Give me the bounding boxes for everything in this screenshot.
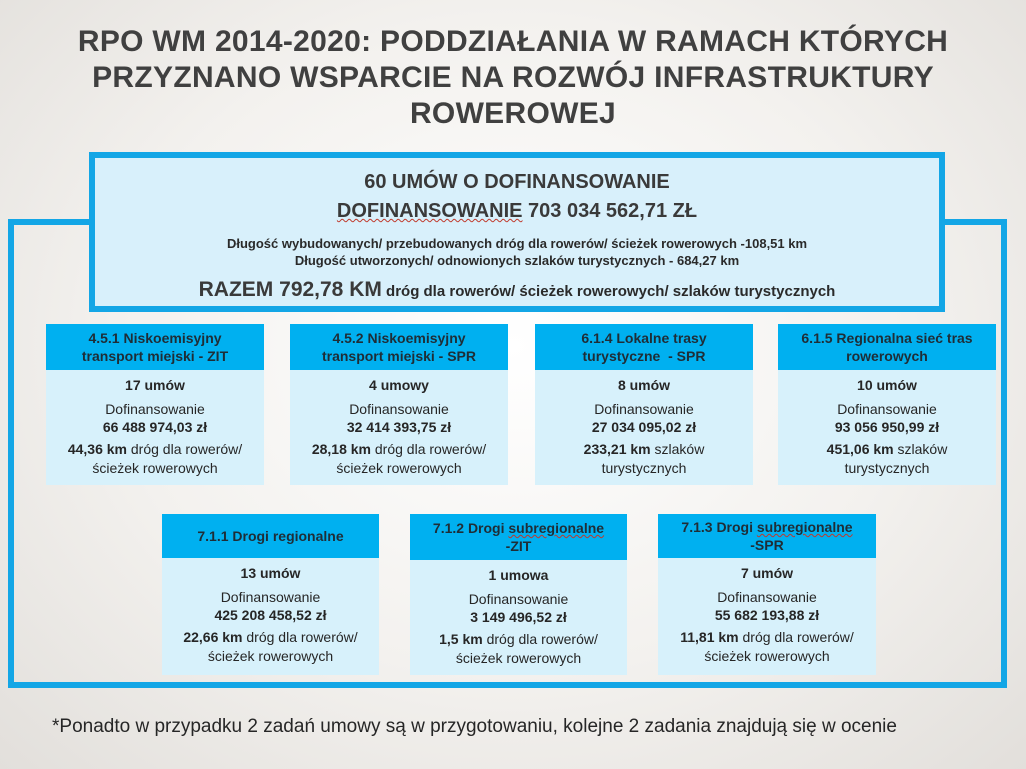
summary-total-value: RAZEM 792,78 KM: [198, 278, 382, 301]
card-header-line-2: transport miejski - ZIT: [81, 348, 229, 364]
card-length: [535, 440, 753, 478]
card-body: [658, 558, 876, 675]
card-length-value: 233,21 km: [583, 441, 651, 457]
card-count: 17 umów: [125, 377, 185, 393]
card-funding-amount: 27 034 095,02 zł: [591, 419, 697, 435]
card-body: [46, 370, 264, 485]
card-length-value: 28,18 km: [311, 441, 371, 457]
card-funding-amount: 3 149 496,52 zł: [470, 609, 567, 625]
card-length-text-1: szlaków: [654, 441, 705, 457]
title-line-3: ROWEROWEJ: [409, 97, 617, 130]
card-length-text-1: dróg dla rowerów/: [486, 631, 598, 647]
card-length-text-1: dróg dla rowerów/: [374, 441, 487, 457]
summary-total: [95, 278, 939, 302]
card-header: [290, 324, 508, 370]
card-header-line-1: 4.5.2 Niskoemisyjny: [332, 330, 466, 346]
card-header-line-1: 6.1.5 Regionalna sieć tras: [801, 330, 973, 346]
card-header-line-2: -ZIT: [505, 538, 532, 554]
card-funding-label: Dofinansowanie: [349, 401, 449, 417]
card-4-5-2: [290, 324, 508, 485]
card-4-5-1: [46, 324, 264, 485]
card-length-text-1: dróg dla rowerów/: [246, 629, 358, 645]
card-count: 13 umów: [240, 565, 301, 581]
card-funding-amount: 55 682 193,88 zł: [714, 607, 820, 623]
card-length: [778, 440, 996, 478]
card-funding-label: Dofinansowanie: [717, 589, 817, 605]
card-funding-label: Dofinansowanie: [468, 591, 569, 607]
card-length-value: 451,06 km: [826, 441, 894, 457]
card-count: 8 umów: [617, 377, 671, 393]
card-header: [46, 324, 264, 370]
card-header-line-1a: 7.1.3 Drogi: [681, 519, 757, 535]
summary-funding: [95, 200, 939, 223]
card-7-1-3: [658, 514, 876, 675]
card-length-text-1: szlaków: [897, 441, 948, 457]
card-length: [410, 630, 627, 668]
card-length-text-2: ścieżek rowerowych: [455, 650, 582, 666]
card-header-line-1b: subregionalne: [756, 519, 853, 535]
summary-funding-label: DOFINANSOWANIE: [336, 200, 523, 222]
card-body: [290, 370, 508, 485]
card-count: 1 umowa: [488, 567, 549, 583]
card-funding-label: Dofinansowanie: [594, 401, 694, 417]
summary-box: [89, 152, 945, 312]
card-7-1-2: [410, 514, 627, 675]
card-7-1-1: [162, 514, 379, 675]
card-funding-amount: 32 414 393,75 zł: [346, 419, 452, 435]
card-length-text-2: ścieżek rowerowych: [207, 648, 334, 664]
card-length-text-2: ścieżek rowerowych: [336, 460, 462, 476]
card-funding-amount: 425 208 458,52 zł: [214, 607, 327, 623]
card-length-value: 22,66 km: [183, 629, 243, 645]
summary-line-roads: Długość wybudowanych/ przebudowanych dróg dla rowerów/ ścieżek rowerowych -108,51 km: [226, 236, 808, 251]
card-length: [46, 440, 264, 478]
card-length-text-1: dróg dla rowerów/: [742, 629, 854, 645]
card-length: [162, 628, 379, 666]
card-length-text-2: turystycznych: [601, 460, 687, 476]
card-header-line-2: rowerowych: [846, 348, 928, 364]
card-body: [162, 558, 379, 675]
card-6-1-4: [535, 324, 753, 485]
card-header-line-2: -SPR: [750, 537, 784, 553]
card-header-line-1b: subregionalne: [508, 520, 605, 536]
card-header: [658, 514, 876, 558]
card-length-value: 1,5 km: [439, 631, 483, 647]
card-funding-amount: 66 488 974,03 zł: [102, 419, 208, 435]
card-length-text-2: ścieżek rowerowych: [704, 648, 830, 664]
card-length-value: 11,81 km: [680, 629, 739, 645]
card-count: 10 umów: [857, 377, 917, 393]
card-length-text-2: ścieżek rowerowych: [92, 460, 218, 476]
card-header-line-1: 7.1.1 Drogi regionalne: [197, 528, 344, 544]
card-length-text-2: turystycznych: [844, 460, 930, 476]
card-length-value: 44,36 km: [67, 441, 127, 457]
card-6-1-5: [778, 324, 996, 485]
card-body: [778, 370, 996, 485]
card-body: [535, 370, 753, 485]
summary-line-trails: Długość utworzonych/ odnowionych szlaków turystycznych - 684,27 km: [294, 253, 740, 268]
title-line-2: PRZYZNANO WSPARCIE NA ROZWÓJ INFRASTRUKTURY: [92, 61, 934, 94]
card-length-text-1: dróg dla rowerów/: [130, 441, 243, 457]
footnote: *Ponadto w przypadku 2 zadań umowy są w przygotowaniu, kolejne 2 zadania znajdują się w ocenie: [52, 716, 897, 737]
card-body: [410, 560, 627, 675]
card-header-line-2: transport miejski - SPR: [321, 348, 477, 364]
card-funding-label: Dofinansowanie: [220, 589, 321, 605]
card-funding-label: Dofinansowanie: [837, 401, 937, 417]
title-line-1: RPO WM 2014-2020: PODDZIAŁANIA W RAMACH KTÓRYCH: [77, 25, 949, 58]
card-count: 4 umowy: [369, 377, 429, 393]
card-header: [778, 324, 996, 370]
summary-funding-value: 703 034 562,71 ZŁ: [528, 200, 698, 222]
card-header: [535, 324, 753, 370]
card-header-line-2: turystyczne - SPR: [582, 348, 706, 364]
card-header-line-1: 6.1.4 Lokalne trasy: [581, 330, 707, 346]
card-length: [290, 440, 508, 478]
card-funding-amount: 93 056 950,99 zł: [834, 419, 940, 435]
card-funding-label: Dofinansowanie: [105, 401, 205, 417]
card-header-line-1: 4.5.1 Niskoemisyjny: [88, 330, 222, 346]
summary-total-text: dróg dla rowerów/ ścieżek rowerowych/ szlaków turystycznych: [386, 283, 836, 300]
page-title: [20, 24, 1006, 132]
summary-contracts: 60 UMÓW O DOFINANSOWANIE: [364, 171, 670, 193]
card-count: 7 umów: [740, 565, 794, 581]
card-length: [658, 628, 876, 666]
card-header: [410, 514, 627, 560]
card-header-line-1a: 7.1.2 Drogi: [432, 520, 509, 536]
card-header: [162, 514, 379, 558]
